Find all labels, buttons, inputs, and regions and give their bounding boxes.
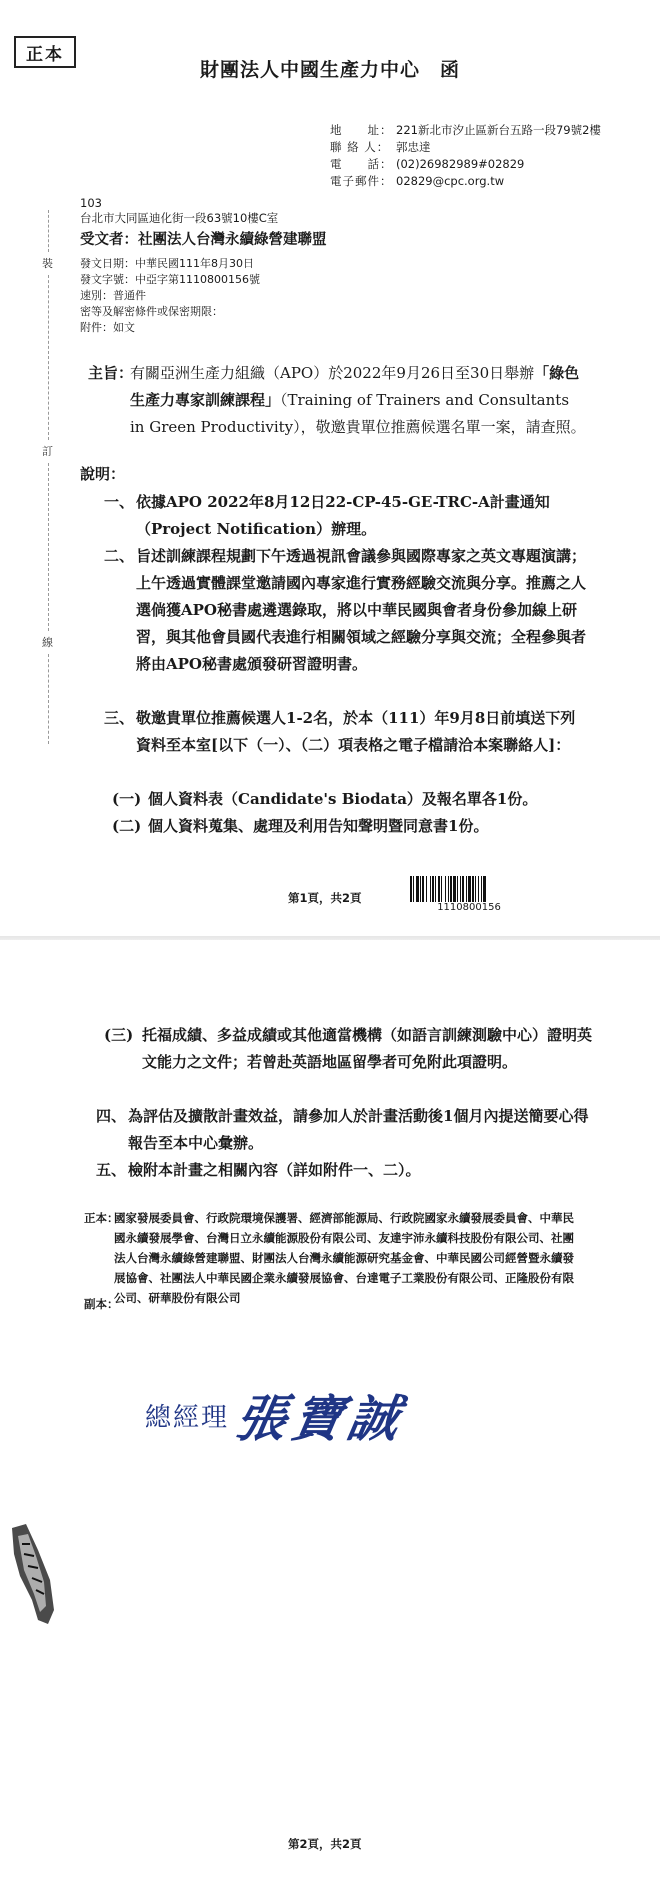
recipient-address bbox=[80, 196, 278, 226]
binding-mark-1: 裝 bbox=[42, 257, 53, 270]
binding-dashed-line bbox=[48, 654, 49, 744]
subitem-number: (一) bbox=[112, 790, 142, 808]
barcode-bar bbox=[481, 876, 482, 902]
barcode-bar bbox=[416, 876, 419, 902]
document-page-1 bbox=[0, 0, 660, 940]
item-text: 為評估及擴散計畫效益，請參加人於計畫活動後1個月內提送簡要心得報告至本中心彙辦。 bbox=[128, 1107, 589, 1152]
sender-address-row bbox=[330, 122, 601, 139]
barcode-bar bbox=[483, 876, 486, 902]
item-text: 敬邀貴單位推薦候選人1-2名，於本（111）年9月8日前填送下列資料至本室[以下（一）、（二）項表格之電子檔請洽本案聯絡人]： bbox=[136, 709, 576, 754]
barcode-bar bbox=[430, 876, 431, 902]
signature-role: 總經理 bbox=[145, 1402, 230, 1433]
subitem-text: 個人資料蒐集、處理及利用告知聲明暨同意書1份。 bbox=[148, 817, 489, 835]
item-text: 檢附本計畫之相關內容（詳如附件一、二）。 bbox=[128, 1161, 421, 1179]
barcode-bar bbox=[438, 876, 440, 902]
explanation-label: 說明： bbox=[80, 465, 126, 483]
barcode-bar bbox=[422, 876, 424, 902]
barcode-bar bbox=[410, 876, 412, 902]
barcode-bar bbox=[453, 876, 456, 902]
item-number: 四、 bbox=[96, 1107, 127, 1125]
item-number: 二、 bbox=[104, 547, 135, 565]
page-number-2: 第2頁，共2頁 bbox=[288, 1837, 362, 1851]
barcode-bar bbox=[420, 876, 421, 902]
sender-address-value: 221新北市汐止區新台五路一段79號2樓 bbox=[396, 123, 601, 137]
item-text: 依據APO 2022年8月12日22-CP-45-GE-TRC-A計畫通知（Project Notification）辦理。 bbox=[136, 493, 550, 538]
binding-mark-3: 線 bbox=[42, 636, 53, 649]
barcode-bar bbox=[448, 876, 449, 902]
item-text: 旨述訓練課程規劃下午透過視訊會議參與國際專家之英文專題演講；上午透過實體課堂邀請國內專家進行實務經驗交流與分享。推薦之人選倘獲APO秘書處遴選錄取，將以中華民國與會者身份參加線上研習，與其他會員國代表進行相關領域之經驗分享與交流；全程參與者將由APO秘書處頒發研習證明書。 bbox=[136, 547, 587, 673]
issue-date: 發文日期：中華民國111年8月30日 bbox=[80, 257, 254, 270]
barcode-bar bbox=[460, 876, 461, 902]
recipient-line: 受文者：社團法人台灣永續綠營建聯盟 bbox=[80, 231, 327, 248]
binding-dashed-line bbox=[48, 210, 49, 252]
postal-code: 103 bbox=[80, 196, 102, 210]
sender-contact-row bbox=[330, 139, 601, 156]
cc-label: 正本： bbox=[84, 1211, 119, 1225]
signature-block bbox=[145, 1379, 410, 1451]
barcode-number: 1110800156 bbox=[437, 902, 501, 913]
sender-phone-value: (02)26982989#02829 bbox=[396, 157, 525, 171]
sender-email-value: 02829@cpc.org.tw bbox=[396, 174, 505, 188]
barcode-bar bbox=[441, 876, 442, 902]
cc-recipients: 國家發展委員會、行政院環境保護署、經濟部能源局、行政院國家永續發展委員會、中華民國永續發展學會、台灣日立永續能源股份有限公司、友達宇沛永續科技股份有限公司、社團法人台灣永續綠營建聯盟、財團法人台灣永續能源研究基金會、中華民國公司經營暨永續發展協會、社團法人中華民國企業永續發展協會、台達電子工業股份有限公司、正隆股份有限公司、研華股份有限公司 bbox=[114, 1211, 574, 1305]
barcode-bar bbox=[426, 876, 427, 902]
sender-phone-row bbox=[330, 156, 601, 173]
document-number: 發文字號：中亞字第1110800156號 bbox=[80, 273, 260, 286]
barcode-bar bbox=[468, 876, 471, 902]
barcode-bar bbox=[478, 876, 479, 902]
barcode-bar bbox=[435, 876, 436, 902]
seal-stamp-partial bbox=[8, 1520, 58, 1634]
attachment: 附件：如文 bbox=[80, 321, 135, 334]
subitem-number: (二) bbox=[112, 817, 142, 835]
item-number: 一、 bbox=[104, 493, 135, 511]
barcode-bar bbox=[445, 876, 446, 902]
original-copy-stamp: 正本 bbox=[14, 36, 76, 68]
sender-address-label: 地 址： bbox=[330, 123, 393, 137]
confidentiality: 密等及解密條件或保密期限： bbox=[80, 305, 223, 318]
subitem-text: 托福成績、多益成績或其他適當機構（如語言訓練測驗中心）證明英文能力之文件；若曾赴英語地區留學者可免附此項證明。 bbox=[142, 1026, 593, 1071]
subject-text-part1: 有關亞洲生產力組織（APO）於2022年9月26日至30日舉辦 bbox=[130, 364, 535, 382]
seal-icon bbox=[8, 1520, 58, 1630]
signature-name: 張寶誠 bbox=[231, 1389, 410, 1448]
binding-dashed-line bbox=[48, 275, 49, 440]
binding-dashed-line bbox=[48, 463, 49, 631]
item-number: 五、 bbox=[96, 1161, 127, 1179]
barcode-bar bbox=[472, 876, 474, 902]
copy-label: 副本： bbox=[84, 1297, 119, 1311]
barcode-bar bbox=[462, 876, 464, 902]
document-meta bbox=[80, 256, 260, 336]
page-number-1: 第1頁，共2頁 bbox=[288, 891, 362, 905]
binding-mark-2: 訂 bbox=[42, 445, 53, 458]
sender-email-row bbox=[330, 173, 601, 190]
subitem-number: (三) bbox=[104, 1026, 134, 1044]
subitem-text: 個人資料表（Candidate's Biodata）及報名單各1份。 bbox=[148, 790, 538, 808]
item-number: 三、 bbox=[104, 709, 135, 727]
barcode-bar bbox=[457, 876, 458, 902]
sender-info bbox=[330, 122, 601, 190]
sender-email-label: 電子郵件： bbox=[330, 174, 393, 188]
barcode-graphic bbox=[410, 876, 528, 902]
course-name: 「綠色生產力專家訓練課程」 bbox=[130, 364, 580, 409]
barcode-bar bbox=[413, 876, 414, 902]
document-title: 財團法人中國生產力中心 函 bbox=[199, 59, 460, 81]
sender-contact-value: 郭忠達 bbox=[396, 140, 431, 154]
subject-text bbox=[130, 360, 588, 441]
barcode-bar bbox=[475, 876, 476, 902]
sender-phone-label: 電 話： bbox=[330, 157, 393, 171]
barcode-bar bbox=[450, 876, 452, 902]
document-page-2 bbox=[0, 940, 660, 1886]
sender-contact-label: 聯 絡 人： bbox=[330, 140, 390, 154]
subject-label: 主旨： bbox=[88, 364, 134, 382]
urgency: 速別：普通件 bbox=[80, 289, 146, 302]
barcode-bar bbox=[432, 876, 434, 902]
barcode-bar bbox=[466, 876, 467, 902]
subject-text-part2: （Training of Trainers and Consultants in Green Productivity），敬邀貴單位推薦候選名單一案，請查照。 bbox=[130, 391, 586, 436]
address-line: 台北市大同區迪化街一段63號10樓C室 bbox=[80, 211, 279, 225]
